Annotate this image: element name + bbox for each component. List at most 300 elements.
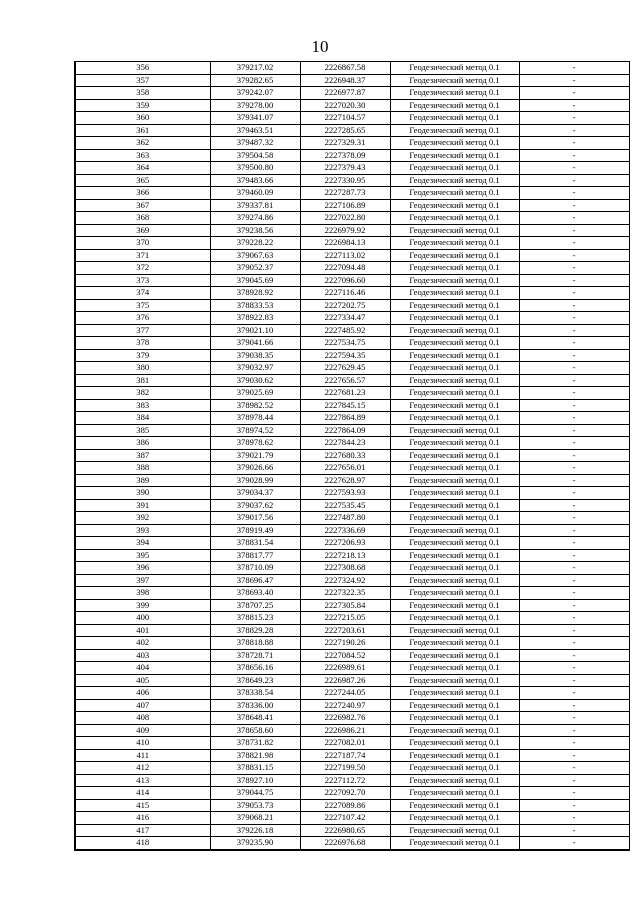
point-number-cell: 372: [75, 262, 210, 275]
description-cell: -: [519, 312, 629, 325]
x-coordinate-cell: 378707.25: [210, 599, 300, 612]
x-coordinate-cell: 378922.83: [210, 312, 300, 325]
method-cell: Геодезический метод 0.1: [390, 687, 519, 700]
description-cell: -: [519, 587, 629, 600]
y-coordinate-cell: 2227084.52: [300, 649, 390, 662]
x-coordinate-cell: 379483.66: [210, 174, 300, 187]
y-coordinate-cell: 2226979.92: [300, 224, 390, 237]
method-cell: Геодезический метод 0.1: [390, 312, 519, 325]
table-row: [75, 199, 629, 212]
y-coordinate-cell: 2227378.09: [300, 149, 390, 162]
x-coordinate-cell: 379226.18: [210, 824, 300, 837]
x-coordinate-cell: 378982.52: [210, 399, 300, 412]
description-cell: -: [519, 599, 629, 612]
table-row: [75, 87, 629, 100]
point-number-cell: 385: [75, 424, 210, 437]
point-number-cell: 358: [75, 87, 210, 100]
method-cell: Геодезический метод 0.1: [390, 174, 519, 187]
y-coordinate-cell: 2227022.80: [300, 212, 390, 225]
method-cell: Геодезический метод 0.1: [390, 837, 519, 850]
method-cell: Геодезический метод 0.1: [390, 99, 519, 112]
x-coordinate-cell: 378919.49: [210, 524, 300, 537]
point-number-cell: 391: [75, 499, 210, 512]
description-cell: -: [519, 624, 629, 637]
point-number-cell: 392: [75, 512, 210, 525]
y-coordinate-cell: 2227534.75: [300, 337, 390, 350]
point-number-cell: 359: [75, 99, 210, 112]
description-cell: -: [519, 837, 629, 850]
y-coordinate-cell: 2226977.87: [300, 87, 390, 100]
x-coordinate-cell: 379028.99: [210, 474, 300, 487]
x-coordinate-cell: 378831.15: [210, 762, 300, 775]
method-cell: Геодезический метод 0.1: [390, 774, 519, 787]
y-coordinate-cell: 2227082.01: [300, 737, 390, 750]
x-coordinate-cell: 379032.97: [210, 362, 300, 375]
x-coordinate-cell: 378815.23: [210, 612, 300, 625]
description-cell: -: [519, 249, 629, 262]
y-coordinate-cell: 2227020.30: [300, 99, 390, 112]
x-coordinate-cell: 378693.40: [210, 587, 300, 600]
table-row: [75, 374, 629, 387]
table-row: [75, 162, 629, 175]
method-cell: Геодезический метод 0.1: [390, 462, 519, 475]
method-cell: Геодезический метод 0.1: [390, 199, 519, 212]
y-coordinate-cell: 2227305.84: [300, 599, 390, 612]
x-coordinate-cell: 379041.66: [210, 337, 300, 350]
method-cell: Геодезический метод 0.1: [390, 87, 519, 100]
point-number-cell: 416: [75, 812, 210, 825]
description-cell: -: [519, 687, 629, 700]
x-coordinate-cell: 379463.51: [210, 124, 300, 137]
point-number-cell: 364: [75, 162, 210, 175]
point-number-cell: 382: [75, 387, 210, 400]
x-coordinate-cell: 378818.88: [210, 637, 300, 650]
table-row: [75, 662, 629, 675]
y-coordinate-cell: 2226989.61: [300, 662, 390, 675]
table-row: [75, 362, 629, 375]
point-number-cell: 378: [75, 337, 210, 350]
x-coordinate-cell: 378658.60: [210, 724, 300, 737]
y-coordinate-cell: 2226987.26: [300, 674, 390, 687]
table-row: [75, 774, 629, 787]
y-coordinate-cell: 2227112.72: [300, 774, 390, 787]
description-cell: -: [519, 674, 629, 687]
point-number-cell: 357: [75, 74, 210, 87]
y-coordinate-cell: 2227487.80: [300, 512, 390, 525]
table-row: [75, 274, 629, 287]
description-cell: -: [519, 337, 629, 350]
table-row: [75, 637, 629, 650]
table-row: [75, 337, 629, 350]
coordinates-table: [74, 61, 630, 851]
x-coordinate-cell: 378731.82: [210, 737, 300, 750]
y-coordinate-cell: 2227094.48: [300, 262, 390, 275]
point-number-cell: 380: [75, 362, 210, 375]
x-coordinate-cell: 379278.00: [210, 99, 300, 112]
description-cell: -: [519, 399, 629, 412]
table-row: [75, 562, 629, 575]
point-number-cell: 414: [75, 787, 210, 800]
table-row: [75, 537, 629, 550]
method-cell: Геодезический метод 0.1: [390, 562, 519, 575]
x-coordinate-cell: 379044.75: [210, 787, 300, 800]
y-coordinate-cell: 2227594.35: [300, 349, 390, 362]
table-row: [75, 112, 629, 125]
x-coordinate-cell: 378821.98: [210, 749, 300, 762]
table-row: [75, 299, 629, 312]
table-row: [75, 74, 629, 87]
x-coordinate-cell: 379238.56: [210, 224, 300, 237]
table-row: [75, 349, 629, 362]
point-number-cell: 406: [75, 687, 210, 700]
y-coordinate-cell: 2227089.86: [300, 799, 390, 812]
method-cell: Геодезический метод 0.1: [390, 299, 519, 312]
point-number-cell: 399: [75, 599, 210, 612]
description-cell: -: [519, 637, 629, 650]
method-cell: Геодезический метод 0.1: [390, 287, 519, 300]
method-cell: Геодезический метод 0.1: [390, 524, 519, 537]
point-number-cell: 412: [75, 762, 210, 775]
description-cell: -: [519, 149, 629, 162]
x-coordinate-cell: 379460.09: [210, 187, 300, 200]
method-cell: Геодезический метод 0.1: [390, 537, 519, 550]
description-cell: -: [519, 424, 629, 437]
table-row: [75, 62, 629, 75]
description-cell: -: [519, 449, 629, 462]
coordinates-table-body: [75, 62, 629, 850]
method-cell: Геодезический метод 0.1: [390, 749, 519, 762]
description-cell: -: [519, 137, 629, 150]
point-number-cell: 393: [75, 524, 210, 537]
y-coordinate-cell: 2227593.93: [300, 487, 390, 500]
method-cell: Геодезический метод 0.1: [390, 512, 519, 525]
x-coordinate-cell: 379038.35: [210, 349, 300, 362]
description-cell: -: [519, 224, 629, 237]
point-number-cell: 394: [75, 537, 210, 550]
table-row: [75, 474, 629, 487]
description-cell: -: [519, 212, 629, 225]
description-cell: -: [519, 487, 629, 500]
table-row: [75, 399, 629, 412]
description-cell: -: [519, 387, 629, 400]
point-number-cell: 408: [75, 712, 210, 725]
point-number-cell: 389: [75, 474, 210, 487]
table-row: [75, 624, 629, 637]
table-row: [75, 724, 629, 737]
description-cell: -: [519, 512, 629, 525]
table-row: [75, 287, 629, 300]
point-number-cell: 390: [75, 487, 210, 500]
table-row: [75, 387, 629, 400]
point-number-cell: 370: [75, 237, 210, 250]
point-number-cell: 384: [75, 412, 210, 425]
table-row: [75, 249, 629, 262]
y-coordinate-cell: 2227116.46: [300, 287, 390, 300]
method-cell: Геодезический метод 0.1: [390, 599, 519, 612]
point-number-cell: 407: [75, 699, 210, 712]
point-number-cell: 411: [75, 749, 210, 762]
point-number-cell: 400: [75, 612, 210, 625]
method-cell: Геодезический метод 0.1: [390, 649, 519, 662]
point-number-cell: 360: [75, 112, 210, 125]
point-number-cell: 413: [75, 774, 210, 787]
table-row: [75, 587, 629, 600]
y-coordinate-cell: 2227336.69: [300, 524, 390, 537]
table-row: [75, 499, 629, 512]
point-number-cell: 361: [75, 124, 210, 137]
y-coordinate-cell: 2227845.15: [300, 399, 390, 412]
y-coordinate-cell: 2227628.97: [300, 474, 390, 487]
point-number-cell: 410: [75, 737, 210, 750]
y-coordinate-cell: 2227190.26: [300, 637, 390, 650]
description-cell: -: [519, 812, 629, 825]
table-row: [75, 312, 629, 325]
description-cell: -: [519, 474, 629, 487]
method-cell: Геодезический метод 0.1: [390, 437, 519, 450]
x-coordinate-cell: 378696.47: [210, 574, 300, 587]
coordinates-table-container: [74, 61, 628, 851]
method-cell: Геодезический метод 0.1: [390, 424, 519, 437]
description-cell: -: [519, 324, 629, 337]
y-coordinate-cell: 2227844.23: [300, 437, 390, 450]
y-coordinate-cell: 2227330.95: [300, 174, 390, 187]
table-row: [75, 324, 629, 337]
description-cell: -: [519, 374, 629, 387]
method-cell: Геодезический метод 0.1: [390, 574, 519, 587]
table-row: [75, 412, 629, 425]
y-coordinate-cell: 2227334.47: [300, 312, 390, 325]
y-coordinate-cell: 2226867.58: [300, 62, 390, 75]
description-cell: -: [519, 112, 629, 125]
description-cell: -: [519, 162, 629, 175]
method-cell: Геодезический метод 0.1: [390, 637, 519, 650]
description-cell: -: [519, 362, 629, 375]
method-cell: Геодезический метод 0.1: [390, 449, 519, 462]
method-cell: Геодезический метод 0.1: [390, 787, 519, 800]
y-coordinate-cell: 2227106.89: [300, 199, 390, 212]
table-row: [75, 149, 629, 162]
method-cell: Геодезический метод 0.1: [390, 162, 519, 175]
method-cell: Геодезический метод 0.1: [390, 712, 519, 725]
description-cell: -: [519, 412, 629, 425]
x-coordinate-cell: 379341.07: [210, 112, 300, 125]
y-coordinate-cell: 2226984.13: [300, 237, 390, 250]
point-number-cell: 418: [75, 837, 210, 850]
x-coordinate-cell: 379021.10: [210, 324, 300, 337]
method-cell: Геодезический метод 0.1: [390, 262, 519, 275]
method-cell: Геодезический метод 0.1: [390, 362, 519, 375]
description-cell: -: [519, 99, 629, 112]
point-number-cell: 369: [75, 224, 210, 237]
point-number-cell: 377: [75, 324, 210, 337]
y-coordinate-cell: 2227864.89: [300, 412, 390, 425]
method-cell: Геодезический метод 0.1: [390, 112, 519, 125]
point-number-cell: 371: [75, 249, 210, 262]
table-row: [75, 762, 629, 775]
method-cell: Геодезический метод 0.1: [390, 612, 519, 625]
x-coordinate-cell: 379030.62: [210, 374, 300, 387]
method-cell: Геодезический метод 0.1: [390, 74, 519, 87]
x-coordinate-cell: 378649.23: [210, 674, 300, 687]
point-number-cell: 374: [75, 287, 210, 300]
y-coordinate-cell: 2227107.42: [300, 812, 390, 825]
method-cell: Геодезический метод 0.1: [390, 662, 519, 675]
y-coordinate-cell: 2227202.75: [300, 299, 390, 312]
table-row: [75, 799, 629, 812]
table-row: [75, 674, 629, 687]
point-number-cell: 362: [75, 137, 210, 150]
x-coordinate-cell: 378978.44: [210, 412, 300, 425]
method-cell: Геодезический метод 0.1: [390, 337, 519, 350]
method-cell: Геодезический метод 0.1: [390, 124, 519, 137]
description-cell: -: [519, 274, 629, 287]
x-coordinate-cell: 379053.73: [210, 799, 300, 812]
table-row: [75, 712, 629, 725]
table-row: [75, 437, 629, 450]
x-coordinate-cell: 378648.41: [210, 712, 300, 725]
x-coordinate-cell: 379025.69: [210, 387, 300, 400]
y-coordinate-cell: 2227244.05: [300, 687, 390, 700]
y-coordinate-cell: 2226976.68: [300, 837, 390, 850]
point-number-cell: 415: [75, 799, 210, 812]
method-cell: Геодезический метод 0.1: [390, 799, 519, 812]
description-cell: -: [519, 124, 629, 137]
x-coordinate-cell: 379017.56: [210, 512, 300, 525]
point-number-cell: 409: [75, 724, 210, 737]
x-coordinate-cell: 379282.65: [210, 74, 300, 87]
description-cell: -: [519, 299, 629, 312]
method-cell: Геодезический метод 0.1: [390, 699, 519, 712]
table-row: [75, 749, 629, 762]
method-cell: Геодезический метод 0.1: [390, 137, 519, 150]
description-cell: -: [519, 174, 629, 187]
description-cell: -: [519, 187, 629, 200]
table-row: [75, 837, 629, 850]
table-row: [75, 612, 629, 625]
table-row: [75, 262, 629, 275]
point-number-cell: 396: [75, 562, 210, 575]
x-coordinate-cell: 379337.81: [210, 199, 300, 212]
y-coordinate-cell: 2227535.45: [300, 499, 390, 512]
table-row: [75, 524, 629, 537]
x-coordinate-cell: 378817.77: [210, 549, 300, 562]
x-coordinate-cell: 379021.79: [210, 449, 300, 462]
method-cell: Геодезический метод 0.1: [390, 224, 519, 237]
y-coordinate-cell: 2227656.01: [300, 462, 390, 475]
method-cell: Геодезический метод 0.1: [390, 674, 519, 687]
table-row: [75, 812, 629, 825]
x-coordinate-cell: 379274.86: [210, 212, 300, 225]
table-row: [75, 449, 629, 462]
y-coordinate-cell: 2227240.97: [300, 699, 390, 712]
y-coordinate-cell: 2227329.31: [300, 137, 390, 150]
description-cell: -: [519, 287, 629, 300]
table-row: [75, 212, 629, 225]
method-cell: Геодезический метод 0.1: [390, 499, 519, 512]
point-number-cell: 386: [75, 437, 210, 450]
method-cell: Геодезический метод 0.1: [390, 724, 519, 737]
description-cell: -: [519, 824, 629, 837]
table-row: [75, 599, 629, 612]
table-row: [75, 137, 629, 150]
method-cell: Геодезический метод 0.1: [390, 399, 519, 412]
table-row: [75, 512, 629, 525]
y-coordinate-cell: 2227485.92: [300, 324, 390, 337]
description-cell: -: [519, 237, 629, 250]
method-cell: Геодезический метод 0.1: [390, 374, 519, 387]
method-cell: Геодезический метод 0.1: [390, 274, 519, 287]
y-coordinate-cell: 2227096.60: [300, 274, 390, 287]
x-coordinate-cell: 378927.10: [210, 774, 300, 787]
description-cell: -: [519, 524, 629, 537]
table-row: [75, 99, 629, 112]
table-row: [75, 424, 629, 437]
method-cell: Геодезический метод 0.1: [390, 387, 519, 400]
x-coordinate-cell: 378338.54: [210, 687, 300, 700]
description-cell: -: [519, 787, 629, 800]
page-number: 10: [311, 37, 329, 56]
description-cell: -: [519, 699, 629, 712]
description-cell: -: [519, 649, 629, 662]
y-coordinate-cell: 2227324.92: [300, 574, 390, 587]
table-row: [75, 699, 629, 712]
y-coordinate-cell: 2227203.61: [300, 624, 390, 637]
x-coordinate-cell: 379068.21: [210, 812, 300, 825]
x-coordinate-cell: 378978.62: [210, 437, 300, 450]
method-cell: Геодезический метод 0.1: [390, 549, 519, 562]
method-cell: Геодезический метод 0.1: [390, 624, 519, 637]
x-coordinate-cell: 378710.09: [210, 562, 300, 575]
point-number-cell: 375: [75, 299, 210, 312]
table-row: [75, 124, 629, 137]
y-coordinate-cell: 2226982.76: [300, 712, 390, 725]
x-coordinate-cell: 378728.71: [210, 649, 300, 662]
description-cell: -: [519, 574, 629, 587]
table-row: [75, 649, 629, 662]
y-coordinate-cell: 2227681.23: [300, 387, 390, 400]
description-cell: -: [519, 749, 629, 762]
x-coordinate-cell: 379487.32: [210, 137, 300, 150]
description-cell: -: [519, 762, 629, 775]
description-cell: -: [519, 87, 629, 100]
x-coordinate-cell: 378833.53: [210, 299, 300, 312]
x-coordinate-cell: 378974.52: [210, 424, 300, 437]
description-cell: -: [519, 662, 629, 675]
y-coordinate-cell: 2227199.50: [300, 762, 390, 775]
description-cell: -: [519, 774, 629, 787]
description-cell: -: [519, 562, 629, 575]
x-coordinate-cell: 379026.66: [210, 462, 300, 475]
point-number-cell: 404: [75, 662, 210, 675]
point-number-cell: 383: [75, 399, 210, 412]
table-row: [75, 187, 629, 200]
method-cell: Геодезический метод 0.1: [390, 824, 519, 837]
method-cell: Геодезический метод 0.1: [390, 412, 519, 425]
x-coordinate-cell: 379052.37: [210, 262, 300, 275]
y-coordinate-cell: 2227287.73: [300, 187, 390, 200]
point-number-cell: 401: [75, 624, 210, 637]
point-number-cell: 388: [75, 462, 210, 475]
method-cell: Геодезический метод 0.1: [390, 587, 519, 600]
description-cell: -: [519, 537, 629, 550]
point-number-cell: 397: [75, 574, 210, 587]
table-row: [75, 574, 629, 587]
point-number-cell: 398: [75, 587, 210, 600]
method-cell: Геодезический метод 0.1: [390, 762, 519, 775]
table-row: [75, 687, 629, 700]
point-number-cell: 368: [75, 212, 210, 225]
point-number-cell: 395: [75, 549, 210, 562]
